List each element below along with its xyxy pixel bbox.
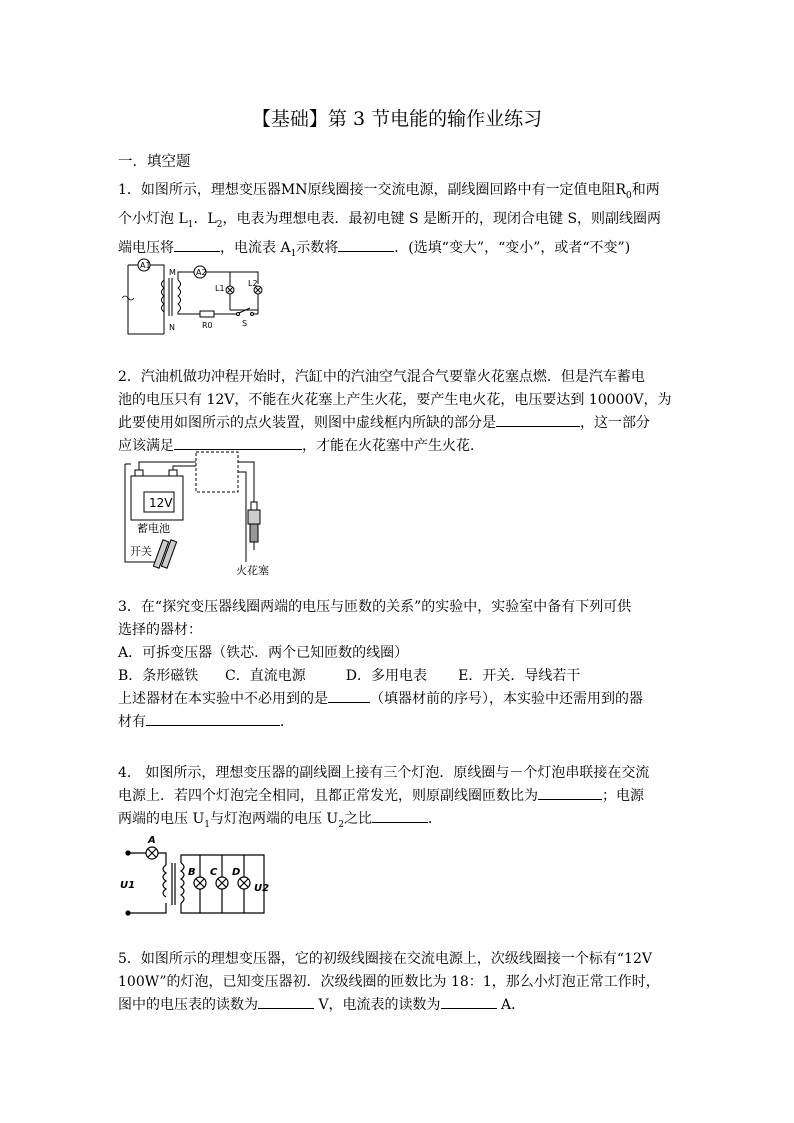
page-title: 【基础】第 3 节电能的输作业练习 — [251, 108, 543, 130]
ammeter-a2-label: A2 — [196, 268, 207, 277]
answer-blank[interactable] — [328, 688, 370, 703]
switch-s-label: S — [242, 319, 248, 328]
lamp-c-label: C — [210, 867, 218, 878]
answer-blank[interactable] — [496, 412, 580, 427]
spark-plug-label: 火花塞 — [236, 564, 269, 577]
lamp-d-label: D — [232, 867, 241, 878]
q4-transformer-figure — [118, 833, 278, 923]
answer-blank[interactable] — [372, 808, 428, 823]
terminal-m-label: M — [169, 268, 176, 277]
voltage-u1-label: U1 — [120, 880, 136, 891]
answer-blank[interactable] — [174, 435, 302, 450]
question-3: 3．在“探究变压器线圈两端的电压与匝数的关系”的实验中，实验室中备有下列可供 选择的器材： A．可拆变压器（铁芯．两个已知匝数的线圈） B．条形磁铁 C．直流电源 D．多用电表 E．开关．导线若干 上述器材在本实验中不必用到的是 （填器材前的序号），本实验中还需用到的器 材有 ． — [118, 599, 643, 730]
answer-blank[interactable] — [441, 994, 497, 1009]
terminal-n-label: N — [169, 323, 175, 332]
resistor-r0-label: R0 — [202, 321, 213, 330]
section-heading: 一．填空题 — [118, 154, 191, 170]
question-1: 1．如图所示，理想变压器MN原线圈接一交流电源，副线圈回路中有一定值电阻$R_0$和两 个小灯泡 $L_1$．$L_2$，电表为理想电表．最初电键 S 是断开的，现闭合电键 S，则副线圈两 端电压将 ，电流表 $A_1$示数将 ．(选填“变大”，“变小”，或者“不变”) — [118, 182, 662, 259]
q2-ignition-figure — [118, 450, 278, 584]
lamp-l2-label: L2 — [248, 279, 258, 288]
answer-blank[interactable] — [538, 785, 602, 800]
lamp-l1-label: L1 — [215, 284, 225, 293]
lamp-b-label: B — [188, 867, 196, 878]
answer-blank[interactable] — [338, 237, 394, 252]
ammeter-a1-label: A1 — [140, 261, 151, 270]
switch-label: 开关 — [130, 545, 152, 558]
q1-circuit-figure — [118, 250, 278, 346]
battery-voltage-label: 12V — [149, 496, 173, 510]
voltage-u2-label: U2 — [254, 883, 270, 894]
question-2: 2．汽油机做功冲程开始时，汽缸中的汽油空气混合气要靠火花塞点燃．但是汽车蓄电 池的电压只有 12V，不能在火花塞上产生火花，要产生电火花，电压要达到 10000V，为 此要使用如图所示的点火装置，则图中虚线框内所缺的部分是 ，这一部分 应该满足 ，才能在火花塞中产生火花． — [118, 369, 672, 454]
question-5: 5．如图所示的理想变压器，它的初级线圈接在交流电源上，次级线圈接一个标有“12V 100W”的灯泡，已知变压器初．次级线圈的匝数比为 18：1，那么小灯泡正常工作时， 图中的电压表的读数为 V，电流表的读数为 A． — [118, 951, 660, 1013]
battery-label: 蓄电池 — [137, 522, 170, 535]
question-4: 4． 如图所示，理想变压器的副线圈上接有三个灯泡．原线圈与－个灯泡串联接在交流 电源上．若四个灯泡完全相同，且都正常发光，则原副线圈匝数比为 ；电源 两端的电压 $U_1$与灯泡两端的电压 $U_2$之比 ． — [118, 765, 650, 830]
answer-blank[interactable] — [146, 711, 280, 726]
answer-blank[interactable] — [258, 994, 314, 1009]
lamp-a-label: A — [148, 835, 156, 846]
